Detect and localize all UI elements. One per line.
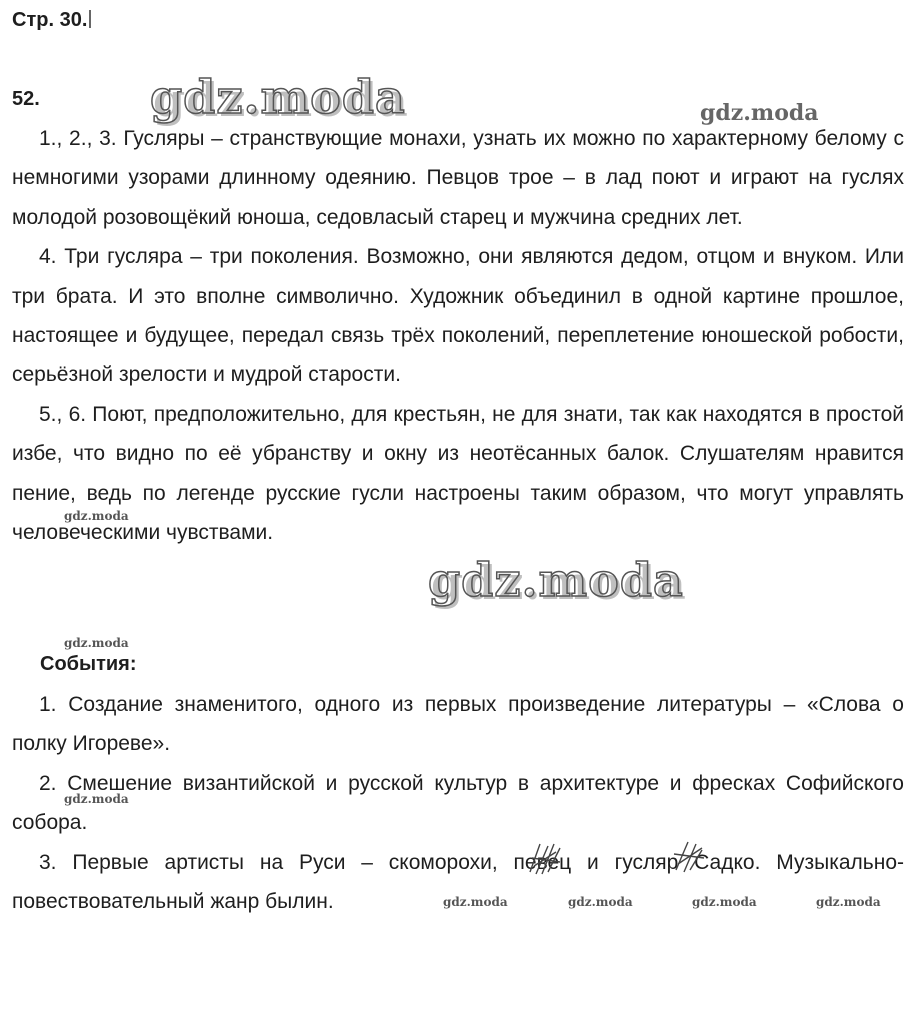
page-label: Стр. 30. <box>12 9 88 31</box>
watermark-logo: gdz.moda <box>64 636 129 650</box>
text-cursor <box>89 10 91 28</box>
exercise-answer <box>12 119 904 552</box>
answer-paragraph-3: 5., 6. Поют, предположительно, для крестьян, не для знати, так как находятся в простой избе, что видно по её убранству и окну из неотёсанных балок. Слушателям нравится пение, ведь по легенде русские гусли настроены таким образом, что могут управлять человеческими чувствами. <box>12 402 904 545</box>
watermark-logo: gdz.moda <box>64 792 129 806</box>
event-item-3: 3. Первые артисты на Руси – скоморохи, певец и гусляр Садко. Музыкально-повествовательный жанр былин. <box>12 850 904 914</box>
events-heading: События: <box>40 653 137 675</box>
watermark-logo: gdz.moda <box>428 553 684 607</box>
watermark-logo: gdz.moda <box>700 100 819 126</box>
watermark-logo: gdz.moda <box>64 509 129 523</box>
page-header <box>12 9 91 32</box>
watermark-logo: gdz.moda <box>816 895 881 909</box>
watermark-logo: gdz.moda <box>568 895 633 909</box>
event-item-1: 1. Создание знаменитого, одного из первых произведение литературы – «Слова о полку Игореве». <box>12 693 904 756</box>
watermark-logo: gdz.moda <box>150 70 406 124</box>
watermark-logo: gdz.moda <box>443 895 508 909</box>
events-list <box>12 685 904 921</box>
exercise-number: 52. <box>12 88 40 110</box>
answer-paragraph-2: 4. Три гусляра – три поколения. Возможно, они являются дедом, отцом и внуком. Или три брата. И это вполне символично. Художник объединил в одной картине прошлое, настоящее и будущее, передал связь трёх поколений, переплетение юношеской робости, серьёзной зрелости и мудрой старости. <box>12 245 904 387</box>
watermark-logo: gdz.moda <box>692 895 757 909</box>
answer-paragraph-1: 1., 2., 3. Гусляры – странствующие монахи, узнать их можно по характерному белому с немногими узорами длинному одеянию. Певцов трое – в лад поют и играют на гуслях молодой розовощёкий юноша, седовласый старец и мужчина средних лет. <box>12 127 904 229</box>
event-item-2: 2. Смешение византийской и русской культур в архитектуре и фресках Софийского собора. <box>12 771 904 835</box>
